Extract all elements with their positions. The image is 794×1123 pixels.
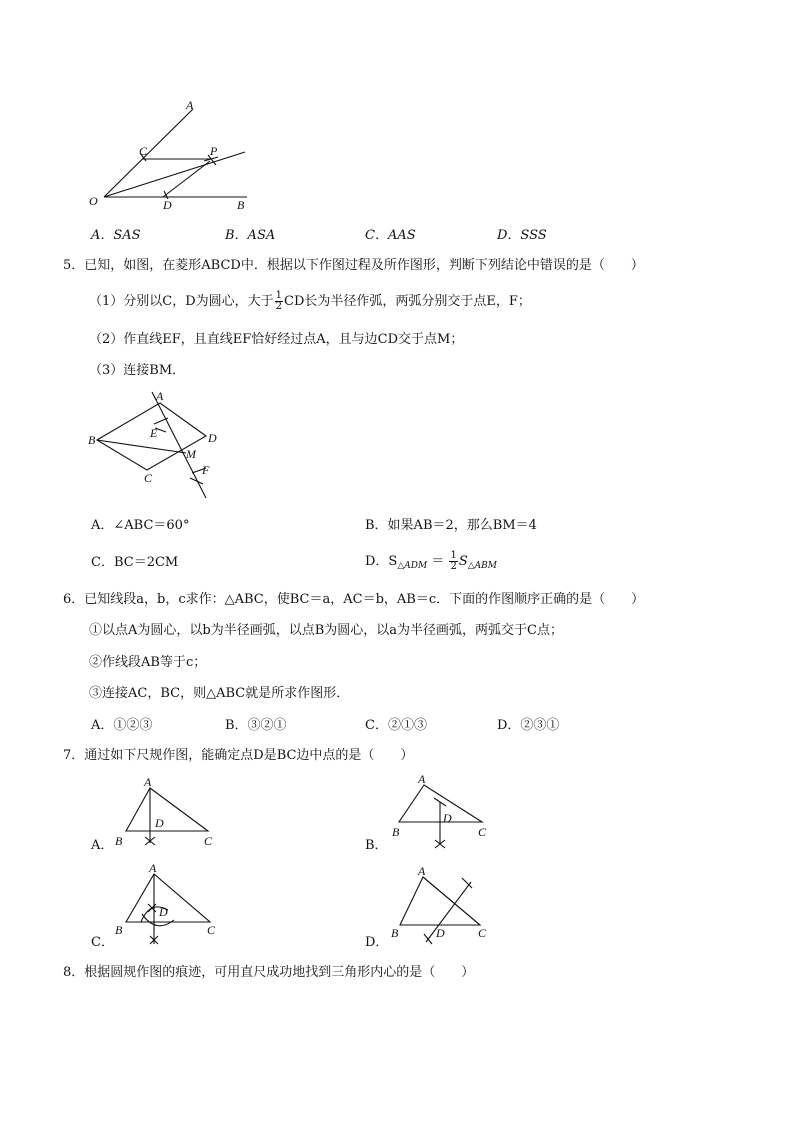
q7a-label-B: B <box>115 834 123 848</box>
q4-label-C: C <box>139 144 148 158</box>
q7-option-c[interactable]: C． <box>91 935 114 950</box>
q4-label-B: B <box>237 198 245 212</box>
q6-option-d[interactable]: D．②③① <box>497 718 560 733</box>
q7d-label-B: B <box>391 926 399 940</box>
q7-option-b[interactable]: B． <box>365 838 388 853</box>
q6-option-b[interactable]: B．③②① <box>225 718 287 733</box>
q7a-label-D: D <box>155 816 164 830</box>
q4-label-O: O <box>89 194 98 208</box>
q7-figure-c <box>112 860 222 950</box>
q7-figure-b <box>388 770 498 855</box>
q5-option-b[interactable]: B．如果AB＝2，那么BM＝4 <box>365 518 537 533</box>
q7b-label-A: A <box>418 772 426 786</box>
q7-stem: 7．通过如下尺规作图，能确定点D是BC边中点的是（ ） <box>63 748 414 763</box>
q7-option-a[interactable]: A． <box>91 838 114 853</box>
q5-option-d[interactable] <box>365 549 497 579</box>
q7c-label-A: A <box>149 861 157 875</box>
q7-figure-a <box>112 773 222 853</box>
q7d-label-C: C <box>478 926 487 940</box>
q7a-label-C: C <box>204 834 213 848</box>
q5-step1-fraction: $\frac{1}{2}$ <box>275 290 283 312</box>
q7-option-d[interactable]: D． <box>365 935 389 950</box>
q5-label-D: D <box>208 431 217 445</box>
q4-label-D: D <box>163 198 172 212</box>
q4-label-P: P <box>210 144 218 158</box>
q5-option-d-s2: S <box>458 554 468 569</box>
q5-option-d-sub2: △ABM <box>467 561 497 571</box>
q4-option-b[interactable]: B．ASA <box>225 228 276 243</box>
q6-option-c[interactable]: C．②①③ <box>365 718 427 733</box>
q7d-label-A: A <box>418 864 426 878</box>
q5-figure <box>82 388 232 504</box>
q7a-label-A: A <box>144 775 152 789</box>
q5-label-M: M <box>186 447 196 461</box>
q5-stem: 5．已知，如图，在菱形ABCD中．根据以下作图过程及所作图形，判断下列结论中错误的是（ ） <box>63 258 644 273</box>
q6-stem: 6．已知线段a，b，c求作：△ABC，使BC＝a，AC＝b，AB＝c．下面的作图顺序正确的是（ ） <box>63 592 645 607</box>
q5-step2: （2）作直线EF，且直线EF恰好经过点A，且与边CD交于点M； <box>89 332 464 347</box>
q5-label-F: F <box>202 463 210 477</box>
q4-option-a[interactable]: A．SAS <box>91 228 141 243</box>
q4-figure <box>80 95 260 215</box>
q5-option-d-s1: D．S <box>365 554 398 569</box>
q5-label-B: B <box>88 433 96 447</box>
q6-step2: ②作线段AB等于c； <box>89 655 207 670</box>
q5-option-d-eq: ＝ <box>427 554 449 569</box>
q5-label-E: E <box>150 426 158 440</box>
q7-figure-d <box>388 862 498 952</box>
q5-step1-suffix: CD长为半径作弧，两弧分别交于点E，F； <box>284 294 531 309</box>
q4-label-A: A <box>186 98 194 112</box>
q5-step3: （3）连接BM． <box>89 363 186 378</box>
q7c-label-B: B <box>115 923 123 937</box>
q5-step1-prefix: （1）分别以C，D为圆心，大于 <box>89 294 274 309</box>
q7d-label-D: D <box>436 926 445 940</box>
q8-stem: 8．根据圆规作图的痕迹，可用直尺成功地找到三角形内心的是（ ） <box>63 965 475 980</box>
q7b-label-B: B <box>392 825 400 839</box>
q7c-label-C: C <box>207 923 216 937</box>
q5-option-a[interactable]: A．∠ABC＝60° <box>91 518 190 533</box>
q5-option-d-sub1: △ADM <box>397 561 428 571</box>
q5-option-c[interactable]: C．BC＝2CM <box>91 555 179 570</box>
q7b-label-C: C <box>478 825 487 839</box>
q6-option-a[interactable]: A．①②③ <box>91 718 153 733</box>
q7b-label-D: D <box>443 811 452 825</box>
q5-label-A: A <box>156 389 164 403</box>
q5-step1 <box>89 290 531 314</box>
q4-option-d[interactable]: D．SSS <box>497 228 547 243</box>
q4-option-c[interactable]: C．AAS <box>365 228 416 243</box>
q6-step1: ①以点A为圆心，以b为半径画弧，以点B为圆心，以a为半径画弧，两弧交于C点； <box>89 623 563 638</box>
q7c-label-D: D <box>159 905 168 919</box>
q5-option-d-fraction: $\frac{1}{2}$ <box>450 550 457 572</box>
q6-step3: ③连接AC，BC，则△ABC就是所求作图形． <box>89 686 350 701</box>
q5-label-C: C <box>144 471 153 485</box>
